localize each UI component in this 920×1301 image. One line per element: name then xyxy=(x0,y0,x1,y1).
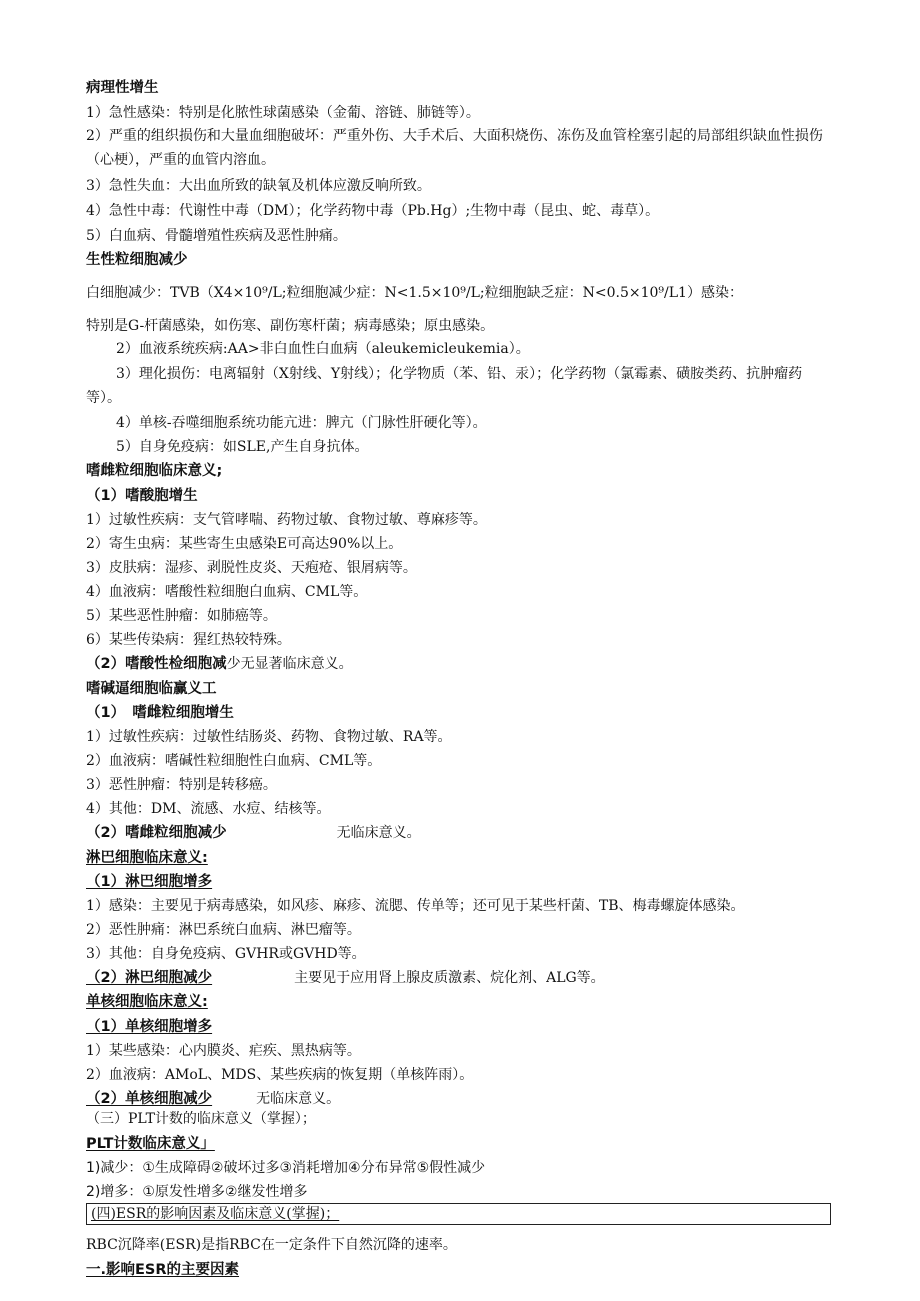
text-line: 1）急性感染：特别是化脓性球菌感染（金葡、溶链、肺链等）。 xyxy=(86,105,480,121)
subsection-heading: （1）嗜酸胞增生 xyxy=(86,488,198,504)
text-line: 6）某些传染病：猩红热较特殊。 xyxy=(86,632,291,648)
text-line xyxy=(86,823,421,843)
text-line xyxy=(86,1089,340,1109)
text-line: 5）白血病、骨髓增殖性疾病及恶性肿痛。 xyxy=(86,228,347,244)
text-span: 无临床意义。 xyxy=(336,825,421,841)
subsection-heading: （2）淋巴细胞减少 xyxy=(86,970,213,986)
text-span: 主要见于应用肾上腺皮质激素、烷化剂、ALG等。 xyxy=(294,970,605,986)
text-line: 2）血液系统疾病:AA>非白血性白血病（aleukemicleukemia）。 xyxy=(116,341,530,357)
section-heading: 病理性增生 xyxy=(86,80,159,96)
text-span: 无临床意义。 xyxy=(256,1091,341,1107)
subsection-heading: （1）淋巴细胞增多 xyxy=(86,874,213,890)
boxed-heading xyxy=(86,1203,831,1225)
text-line: 5）自身免疫病：如SLE,产生自身抗体。 xyxy=(116,439,369,455)
text-line: 5）某些恶性肿瘤：如肺癌等。 xyxy=(86,608,277,624)
section-heading: 嗜雌粒细胞临床意义; xyxy=(86,463,223,479)
text-line: 4）其他：DM、流感、水痘、结核等。 xyxy=(86,801,331,817)
subsection-heading: （2）嗜雌粒细胞减少 xyxy=(86,825,227,841)
text-line: 4）血液病：嗜酸性粒细胞白血病、CML等。 xyxy=(86,584,368,600)
text-line: 2）恶性肿痛：淋巴系统白血病、淋巴瘤等。 xyxy=(86,922,361,938)
text-line: 3）急性失血：大出血所致的缺氧及机体应激反响所致。 xyxy=(86,178,431,194)
section-heading: 嗜碱逼细胞临赢义工 xyxy=(86,681,217,697)
text-line xyxy=(86,654,353,674)
text-line: 特别是G-杆菌感染，如伤寒、副伤寒杆菌；病毒感染；原虫感染。 xyxy=(86,318,495,334)
text-line: 2）寄生虫病：某些寄生虫感染E可高达90%以上。 xyxy=(86,536,403,552)
text-line: 2)增多：①原发性增多②继发性增多 xyxy=(86,1184,308,1200)
subsection-heading: （1）单核细胞增多 xyxy=(86,1019,213,1035)
text-paragraph: 2）严重的组织损伤和大量血细胞破坏：严重外伤、大手术后、大面积烧伤、冻伤及血管栓塞引起的局部组织缺血性损伤（心梗），严重的血管内溶血。 xyxy=(86,128,823,168)
subsection-heading: （2）单核细胞减少 xyxy=(86,1091,213,1107)
text-line: 1)减少：①生成障碍②破坏过多③消耗增加④分布异常⑤假性减少 xyxy=(86,1160,486,1176)
text-line: 4）单核-吞噬细胞系统功能亢进：脾亢（门脉性肝硬化等）。 xyxy=(116,415,487,431)
text-line: RBC沉降率(ESR)是指RBC在一定条件下自然沉降的速率。 xyxy=(86,1237,457,1253)
text-line: 4）急性中毒：代谢性中毒（DM）；化学药物中毒（Pb.Hg）;生物中毒（昆虫、蛇、毒草）。 xyxy=(86,203,660,219)
text-line: 1）感染：主要见于病毒感染，如风疹、麻疹、流腮、传单等；还可见于某些杆菌、TB、梅毒螺旋体感染。 xyxy=(86,898,745,914)
text-line: 1）过敏性疾病：支气管哮喘、药物过敏、食物过敏、尊麻疹等。 xyxy=(86,512,487,528)
text-line: 1）过敏性疾病：过敏性结肠炎、药物、食物过敏、RA等。 xyxy=(86,729,452,745)
text-line: 2）血液病：AMoL、MDS、某些疾病的恢复期（单核阵雨）。 xyxy=(86,1067,474,1083)
text-line xyxy=(86,968,605,988)
section-heading: 淋巴细胞临床意义: xyxy=(86,850,208,866)
section-heading: PLT计数临床意义」 xyxy=(86,1136,215,1152)
text-line: 3）恶性肿瘤：特别是转移癌。 xyxy=(86,777,277,793)
subsection-heading: （2）嗜酸性检细胞减 xyxy=(86,656,227,672)
text-line: 2）血液病：嗜碱性粒细胞性白血病、CML等。 xyxy=(86,753,382,769)
text-span: 少无显著临床意义。 xyxy=(226,656,353,672)
section-heading: 生性粒细胞减少 xyxy=(86,252,188,268)
boxed-heading-text: (四)ESR的影响因素及临床意义(掌握)； xyxy=(91,1206,340,1222)
text-line: 1）某些感染：心内膜炎、疟疾、黑热病等。 xyxy=(86,1043,361,1059)
section-heading: 一.影响ESR的主要因素 xyxy=(86,1262,240,1278)
text-line: 白细胞减少：TVB（X4×10⁹/L;粒细胞减少症：N<1.5×10⁹/L;粒细胞缺乏症：N<0.5×10⁹/L1）感染： xyxy=(86,285,743,301)
text-line: 3）皮肤病：湿疹、剥脱性皮炎、天疱疮、银屑病等。 xyxy=(86,560,417,576)
section-heading: 单核细胞临床意义: xyxy=(86,994,208,1010)
text-line: （三）PLT计数的临床意义（掌握）； xyxy=(86,1111,316,1127)
text-line: 3）其他：自身免疫病、GVHR或GVHD等。 xyxy=(86,946,366,962)
subsection-heading: （1） 嗜雌粒细胞增生 xyxy=(86,705,234,721)
text-paragraph: 3）理化损伤：电离辐射（X射线、Y射线）；化学物质（苯、铅、汞）；化学药物（氯霉素、磺胺类药、抗肿瘤药等）。 xyxy=(86,366,803,406)
